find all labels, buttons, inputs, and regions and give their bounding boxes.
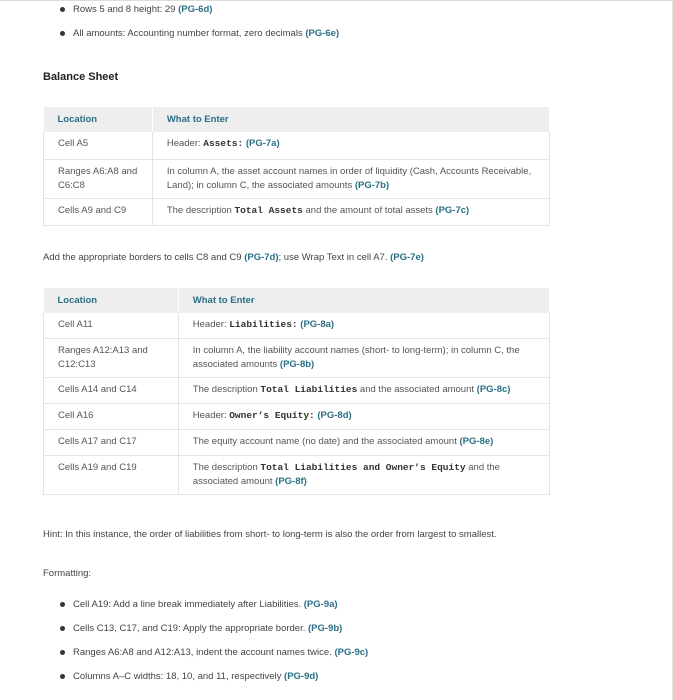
- location-cell: Cells A9 and C9: [44, 199, 153, 226]
- list-item: Cell A19: Add a line break immediately after Liabilities. (PG-9a): [73, 599, 338, 610]
- list-item: Rows 5 and 8 height: 29 (PG-6d): [73, 4, 213, 15]
- description-cell: In column A, the liability account names (short- to long-term); in column C, the associated amounts (PG-8b): [178, 339, 549, 378]
- hint-text: Hint: In this instance, the order of liabilities from short- to long-term is also the order from largest to smallest.: [43, 529, 497, 540]
- location-cell: Ranges A12:A13 and C12:C13: [44, 339, 179, 378]
- description-cell: The equity account name (no date) and the associated amount (PG-8e): [178, 430, 549, 456]
- list-item: Cells C13, C17, and C19: Apply the appropriate border. (PG-9b): [73, 623, 343, 634]
- location-cell: Cell A5: [44, 132, 153, 160]
- list-item: Columns A–C widths: 18, 10, and 11, respectively (PG-9d): [73, 671, 319, 682]
- description-cell: Header: Assets: (PG-7a): [152, 132, 549, 160]
- assets-table: [43, 107, 550, 226]
- table-row: [44, 404, 550, 430]
- table-row: [44, 313, 550, 339]
- column-header: Location: [44, 288, 179, 313]
- description-cell: Header: Liabilities: (PG-8a): [178, 313, 549, 339]
- top-divider: [0, 0, 673, 1]
- formatting-label: Formatting:: [43, 568, 92, 579]
- liabilities-table: [43, 288, 550, 495]
- location-cell: Cells A17 and C17: [44, 430, 179, 456]
- table-row: [44, 199, 550, 226]
- table-row: [44, 339, 550, 378]
- table-row: [44, 160, 550, 199]
- column-header: Location: [44, 107, 153, 132]
- table-row: [44, 378, 550, 404]
- description-cell: The description Total Assets and the amount of total assets (PG-7c): [152, 199, 549, 226]
- location-cell: Cell A11: [44, 313, 179, 339]
- section-heading: Balance Sheet: [43, 71, 119, 83]
- location-cell: Cells A14 and C14: [44, 378, 179, 404]
- location-cell: Cells A19 and C19: [44, 456, 179, 495]
- table-header-row: [44, 107, 550, 132]
- location-cell: Cell A16: [44, 404, 179, 430]
- column-header: What to Enter: [178, 288, 549, 313]
- list-item: Ranges A6:A8 and A12:A13, indent the account names twice. (PG-9c): [73, 647, 369, 658]
- table-row: [44, 430, 550, 456]
- description-cell: Header: Owner’s Equity: (PG-8d): [178, 404, 549, 430]
- location-cell: Ranges A6:A8 and C6:C8: [44, 160, 153, 199]
- description-cell: The description Total Liabilities and Owner’s Equity and the associated amount (PG-8f): [178, 456, 549, 495]
- description-cell: In column A, the asset account names in order of liquidity (Cash, Accounts Receivable, Land); in column C, the associated amounts (PG-7b): [152, 160, 549, 199]
- list-item: All amounts: Accounting number format, zero decimals (PG-6e): [73, 28, 340, 39]
- table-header-row: [44, 288, 550, 313]
- table-row: [44, 456, 550, 495]
- table-row: [44, 132, 550, 160]
- description-cell: The description Total Liabilities and the associated amount (PG-8c): [178, 378, 549, 404]
- column-header: What to Enter: [152, 107, 549, 132]
- borders-note: Add the appropriate borders to cells C8 and C9 (PG-7d); use Wrap Text in cell A7. (PG-7e): [43, 252, 424, 263]
